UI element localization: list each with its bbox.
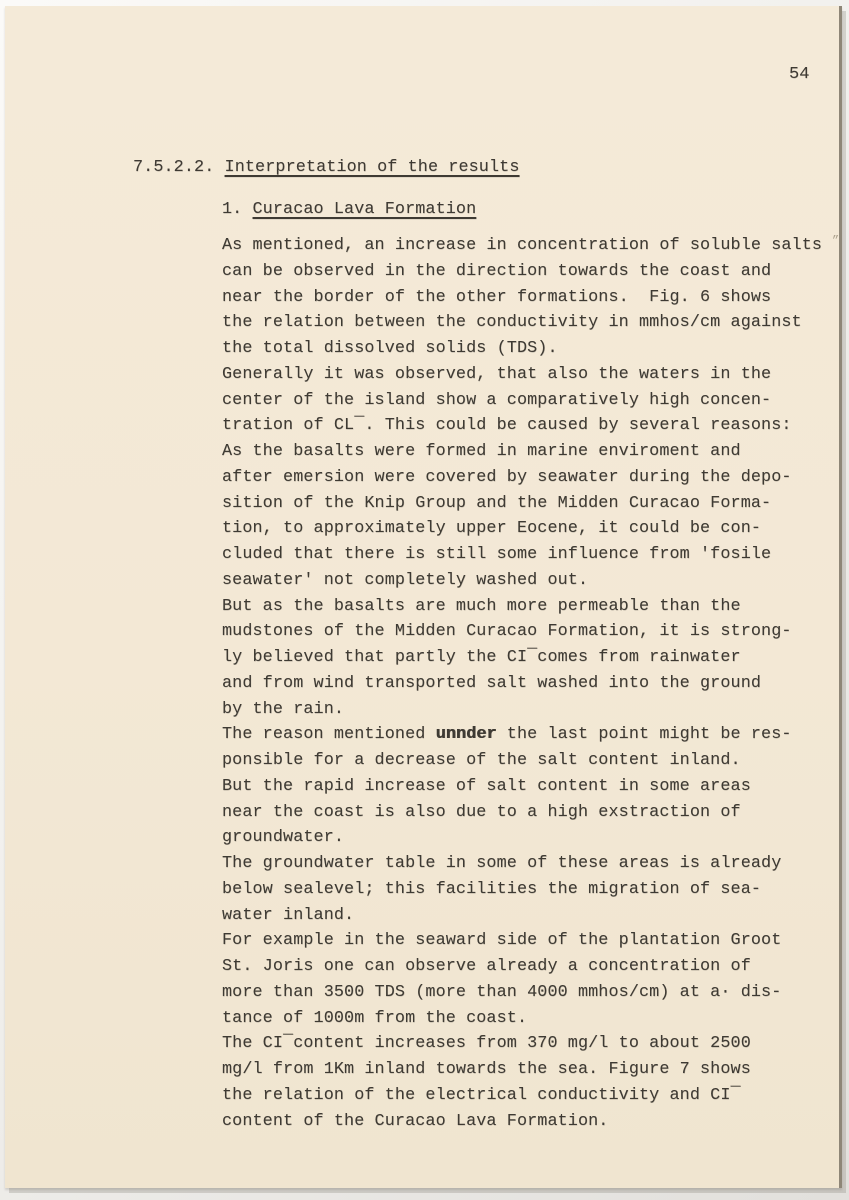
text-segment: The reason mentioned bbox=[222, 725, 436, 745]
text-line: Generally it was observed, that also the waters in the bbox=[222, 364, 772, 384]
text-line: center of the island show a comparatively high concen- bbox=[222, 390, 772, 410]
text-line: near the border of the other formations. Fig. 6 shows bbox=[222, 287, 772, 307]
text-line: the total dissolved solids (TDS). bbox=[222, 339, 558, 358]
text-line: sition of the Knip Group and the Midden Curacao Forma- bbox=[222, 493, 772, 513]
text-line: seawater' not completely washed out. bbox=[222, 570, 589, 590]
text-line: after emersion were covered by seawater during the depo- bbox=[222, 467, 792, 487]
body-text bbox=[222, 233, 822, 1134]
text-line: water inland. bbox=[222, 905, 355, 925]
margin-mark: ” bbox=[832, 234, 840, 248]
section-title: Interpretation of the results bbox=[224, 158, 520, 177]
overstruck-word: unnder bbox=[435, 725, 497, 745]
text-line: near the coast is also due to a high exstraction of bbox=[222, 802, 741, 822]
document-page bbox=[5, 6, 842, 1188]
text-line: cluded that there is still some influence from 'fosile bbox=[222, 545, 772, 564]
text-line: the relation of the electrical conductivity and CI¯ bbox=[222, 1085, 741, 1105]
text-line: groundwater. bbox=[222, 828, 345, 848]
text-line: mg/l from 1Km inland towards the sea. Figure 7 shows bbox=[222, 1060, 751, 1079]
text-line: St. Joris one can observe already a concentration of bbox=[222, 957, 751, 976]
text-line: ponsible for a decrease of the salt content inland. bbox=[222, 751, 741, 770]
text-line: But the rapid increase of salt content in some areas bbox=[222, 776, 751, 796]
text-line: The CI¯content increases from 370 mg/l to about 2500 bbox=[222, 1034, 751, 1054]
text-line: content of the Curacao Lava Formation. bbox=[222, 1111, 609, 1131]
text-line: For example in the seaward side of the plantation Groot bbox=[222, 931, 782, 951]
subsection-title: Curacao Lava Formation bbox=[252, 200, 477, 219]
text-line: more than 3500 TDS (more than 4000 mmhos/cm) at a· dis- bbox=[222, 982, 782, 1002]
text-line: As the basalts were formed in marine enviroment and bbox=[222, 442, 741, 461]
text-line: mudstones of the Midden Curacao Formation, it is strong- bbox=[222, 622, 792, 642]
text-line: ly believed that partly the CI¯comes from rainwater bbox=[222, 648, 741, 667]
text-line: can be observed in the direction towards the coast and bbox=[222, 261, 772, 281]
text-line: As mentioned, an increase in concentration of soluble salts bbox=[222, 236, 823, 255]
section-heading bbox=[133, 158, 520, 177]
text-line: below sealevel; this facilities the migration of sea- bbox=[222, 879, 762, 899]
subsection-number: 1. bbox=[222, 200, 253, 219]
subsection-heading bbox=[222, 200, 476, 219]
text-line: The groundwater table in some of these areas is already bbox=[222, 854, 782, 873]
page-number: 54 bbox=[789, 65, 810, 84]
text-line: and from wind transported salt washed into the ground bbox=[222, 673, 762, 693]
text-line: tance of 1000m from the coast. bbox=[222, 1008, 528, 1028]
text-line: tration of CL¯. This could be caused by several reasons: bbox=[222, 416, 792, 436]
text-line: by the rain. bbox=[222, 699, 345, 719]
text-line: But as the basalts are much more permeable than the bbox=[222, 596, 741, 616]
text-line: the relation between the conductivity in mmhos/cm against bbox=[222, 313, 802, 333]
text-segment: the last point might be res- bbox=[496, 725, 792, 745]
text-line bbox=[222, 722, 822, 748]
text-line: tion, to approximately upper Eocene, it could be con- bbox=[222, 519, 762, 539]
section-number: 7.5.2.2. bbox=[133, 158, 225, 177]
